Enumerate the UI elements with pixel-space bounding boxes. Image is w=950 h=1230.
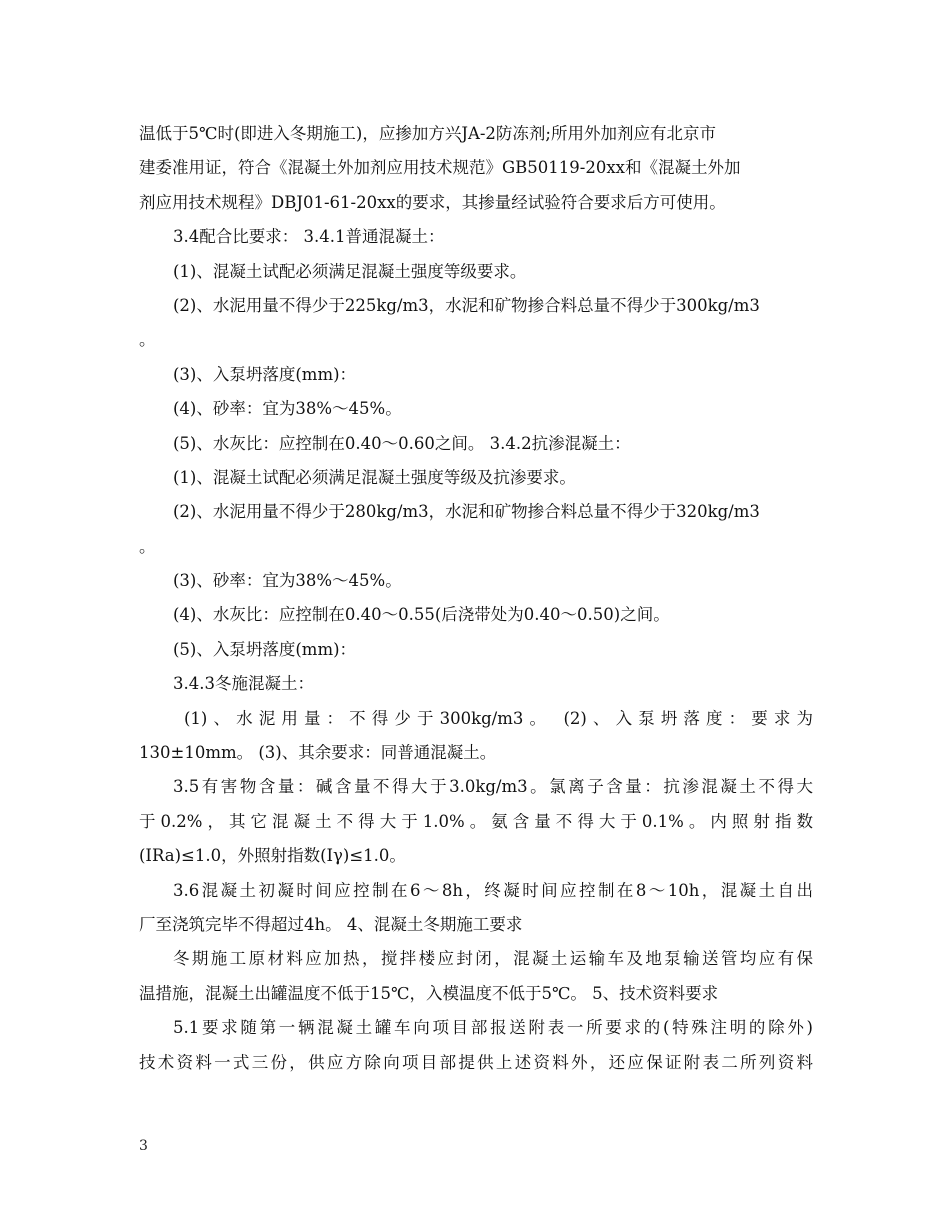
text-line: 剂应用技术规程》DBJ01-61-20xx的要求，其掺量经试验符合要求后方可使用。 [139, 192, 726, 212]
text-line: 建委准用证，符合《混凝土外加剂应用技术规范》GB50119-20xx和《混凝土外加 [139, 158, 741, 178]
section-heading-3-4-3: 3.4.3冬施混凝土： [173, 674, 314, 694]
list-item: (3)、入泵坍落度(mm)： [173, 364, 357, 384]
text-line: 。 [139, 330, 156, 350]
text-line: 130±10mm。 (3)、其余要求：同普通混凝土。 [139, 743, 497, 763]
text-line: 温措施，混凝土出罐温度不低于15℃，入模温度不低于5℃。 5、技术资料要求 [139, 983, 719, 1003]
text-line: 。 [139, 536, 156, 556]
list-item: (4)、水灰比：应控制在0.40～0.55(后浇带处为0.40～0.50)之间。 [173, 605, 670, 625]
list-item: (4)、砂率：宜为38%～45%。 [173, 399, 402, 419]
text-line: 冬期施工原材料应加热，搅拌楼应封闭，混凝土运输车及地泵输送管均应有保 [173, 949, 813, 969]
text-line: (IRa)≤1.0，外照射指数(Iγ)≤1.0。 [139, 846, 406, 866]
section-heading-3-4: 3.4配合比要求： 3.4.1普通混凝土： [173, 227, 445, 247]
list-item: (1)、混凝土试配必须满足混凝土强度等级要求。 [173, 261, 527, 281]
list-item: (2)、水泥用量不得少于225kg/m3，水泥和矿物掺合料总量不得少于300kg/m3 [173, 295, 760, 315]
list-item: (5)、水灰比：应控制在0.40～0.60之间。 3.4.2抗渗混凝土： [173, 433, 631, 453]
text-line: (1)、水泥用量：不得少于300kg/m3。 (2)、入泵坍落度：要求为 [184, 708, 813, 728]
section-heading-3-5: 3.5有害物含量：碱含量不得大于3.0kg/m3。氯离子含量：抗渗混凝土不得大 [173, 777, 813, 797]
text-line: 于0.2%，其它混凝土不得大于1.0%。氨含量不得大于0.1%。内照射指数 [139, 811, 813, 831]
text-line: 技术资料一式三份，供应方除向项目部提供上述资料外，还应保证附表二所列资料 [139, 1052, 813, 1072]
page-number: 3 [139, 1138, 148, 1154]
text-line: 厂至浇筑完毕不得超过4h。 4、混凝土冬期施工要求 [139, 914, 523, 934]
section-heading-3-6: 3.6混凝土初凝时间应控制在6～8h，终凝时间应控制在8～10h，混凝土自出 [173, 880, 813, 900]
list-item: (3)、砂率：宜为38%～45%。 [173, 571, 402, 591]
list-item: (5)、入泵坍落度(mm)： [173, 639, 357, 659]
list-item: (2)、水泥用量不得少于280kg/m3，水泥和矿物掺合料总量不得少于320kg/m3 [173, 502, 760, 522]
list-item: (1)、混凝土试配必须满足混凝土强度等级及抗渗要求。 [173, 467, 576, 487]
document-body [139, 117, 813, 1080]
text-line: 温低于5℃时(即进入冬期施工)，应掺加方兴JA-2防冻剂;所用外加剂应有北京市 [139, 124, 716, 143]
section-heading-5-1: 5.1要求随第一辆混凝土罐车向项目部报送附表一所要求的(特殊注明的除外) [173, 1018, 813, 1038]
